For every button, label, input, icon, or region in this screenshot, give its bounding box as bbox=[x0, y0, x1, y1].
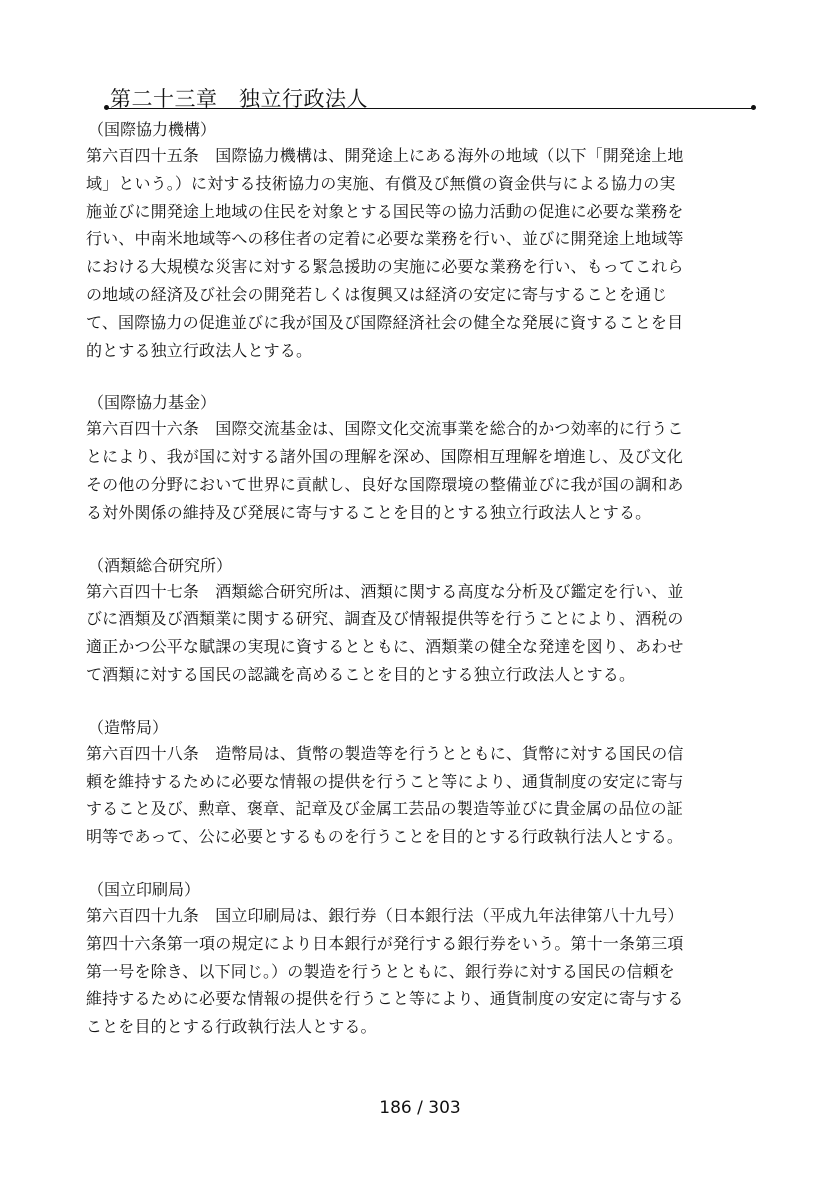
article-section-645 bbox=[86, 118, 754, 364]
article-section-647 bbox=[86, 554, 754, 689]
article-line: 第六百四十六条 国際交流基金は、国際文化交流事業を総合的かつ効率的に行うこ bbox=[86, 419, 684, 439]
article-line: とにより、我が国に対する諸外国の理解を深め、国際相互理解を増進し、及び文化 bbox=[86, 447, 683, 467]
article-caption: （国立印刷局） bbox=[88, 879, 201, 899]
article-line: 頼を維持するために必要な情報の提供を行うこと等により、通貨制度の安定に寄与 bbox=[86, 771, 684, 791]
article-section-648 bbox=[86, 716, 754, 851]
article-text bbox=[86, 578, 754, 689]
article-line: における大規模な災害に対する緊急援助の実施に必要な業務を行い、もってこれら bbox=[86, 257, 684, 277]
article-line: 第一号を除き、以下同じ。）の製造を行うとともに、銀行券に対する国民の信頼を bbox=[86, 961, 675, 981]
article-line: て、国際協力の促進並びに我が国及び国際経済社会の健全な発展に資することを目 bbox=[86, 312, 684, 332]
article-line: 第六百四十七条 酒類総合研究所は、酒類に関する高度な分析及び鑑定を行い、並 bbox=[86, 581, 684, 601]
article-section-649 bbox=[86, 878, 754, 1041]
article-line: 第六百四十八条 造幣局は、貨幣の製造等を行うとともに、貨幣に対する国民の信 bbox=[86, 743, 684, 763]
rule-dot-right bbox=[751, 105, 756, 110]
article-line: 的とする独立行政法人とする。 bbox=[86, 340, 313, 360]
chapter-underline bbox=[106, 108, 754, 109]
article-text bbox=[86, 142, 754, 364]
article-line: 維持するために必要な情報の提供を行うこと等により、通貨制度の安定に寄与する bbox=[86, 989, 684, 1009]
article-line: 行い、中南米地域等への移住者の定着に必要な業務を行い、並びに開発途上地域等 bbox=[86, 229, 684, 249]
article-line: 第四十六条第一項の規定により日本銀行が発行する銀行券をいう。第十一条第三項 bbox=[86, 933, 684, 953]
article-line: て酒類に対する国民の認識を高めることを目的とする独立行政法人とする。 bbox=[86, 664, 636, 684]
article-caption: （国際協力機構） bbox=[88, 120, 217, 139]
chapter-heading bbox=[106, 84, 754, 112]
article-caption: （造幣局） bbox=[88, 717, 169, 737]
article-line: 域」という。）に対する技術協力の実施、有償及び無償の資金供与による協力の実 bbox=[86, 173, 676, 193]
document-body bbox=[86, 118, 754, 1068]
article-line: ことを目的とする行政執行法人とする。 bbox=[86, 1017, 377, 1037]
article-text bbox=[86, 902, 754, 1041]
article-caption: （国際協力基金） bbox=[88, 393, 217, 413]
article-text bbox=[86, 740, 754, 851]
article-line: 第六百四十五条 国際協力機構は、開発途上にある海外の地域（以下「開発途上地 bbox=[86, 146, 684, 165]
article-line: すること及び、勲章、褒章、記章及び金属工芸品の製造等並びに貴金属の品位の証 bbox=[86, 799, 683, 819]
article-line: 明等であって、公に必要とするものを行うことを目的とする行政執行法人とする。 bbox=[86, 827, 684, 847]
article-line: その他の分野において世界に貢献し、良好な国際環境の整備並びに我が国の調和あ bbox=[86, 474, 684, 494]
article-section-646 bbox=[86, 391, 754, 526]
article-text bbox=[86, 415, 754, 526]
article-line: 施並びに開発途上地域の住民を対象とする国民等の協力活動の促進に必要な業務を bbox=[86, 201, 684, 221]
article-line: の地域の経済及び社会の開発若しくは復興又は経済の安定に寄与することを通じ bbox=[86, 284, 668, 304]
article-line: 第六百四十九条 国立印刷局は、銀行券（日本銀行法（平成九年法律第八十九号） bbox=[86, 905, 684, 925]
chapter-title: 第二十三章 独立行政法人 bbox=[110, 87, 368, 111]
page-number: 186 / 303 bbox=[379, 1098, 461, 1118]
article-line: びに酒類及び酒類業に関する研究、調査及び情報提供等を行うことにより、酒税の bbox=[86, 609, 684, 629]
article-line: る対外関係の維持及び発展に寄与することを目的とする独立行政法人とする。 bbox=[86, 502, 652, 522]
article-line: 適正かつ公平な賦課の実現に資するとともに、酒類業の健全な発達を図り、あわせ bbox=[86, 637, 684, 657]
article-caption: （酒類総合研究所） bbox=[88, 555, 233, 575]
